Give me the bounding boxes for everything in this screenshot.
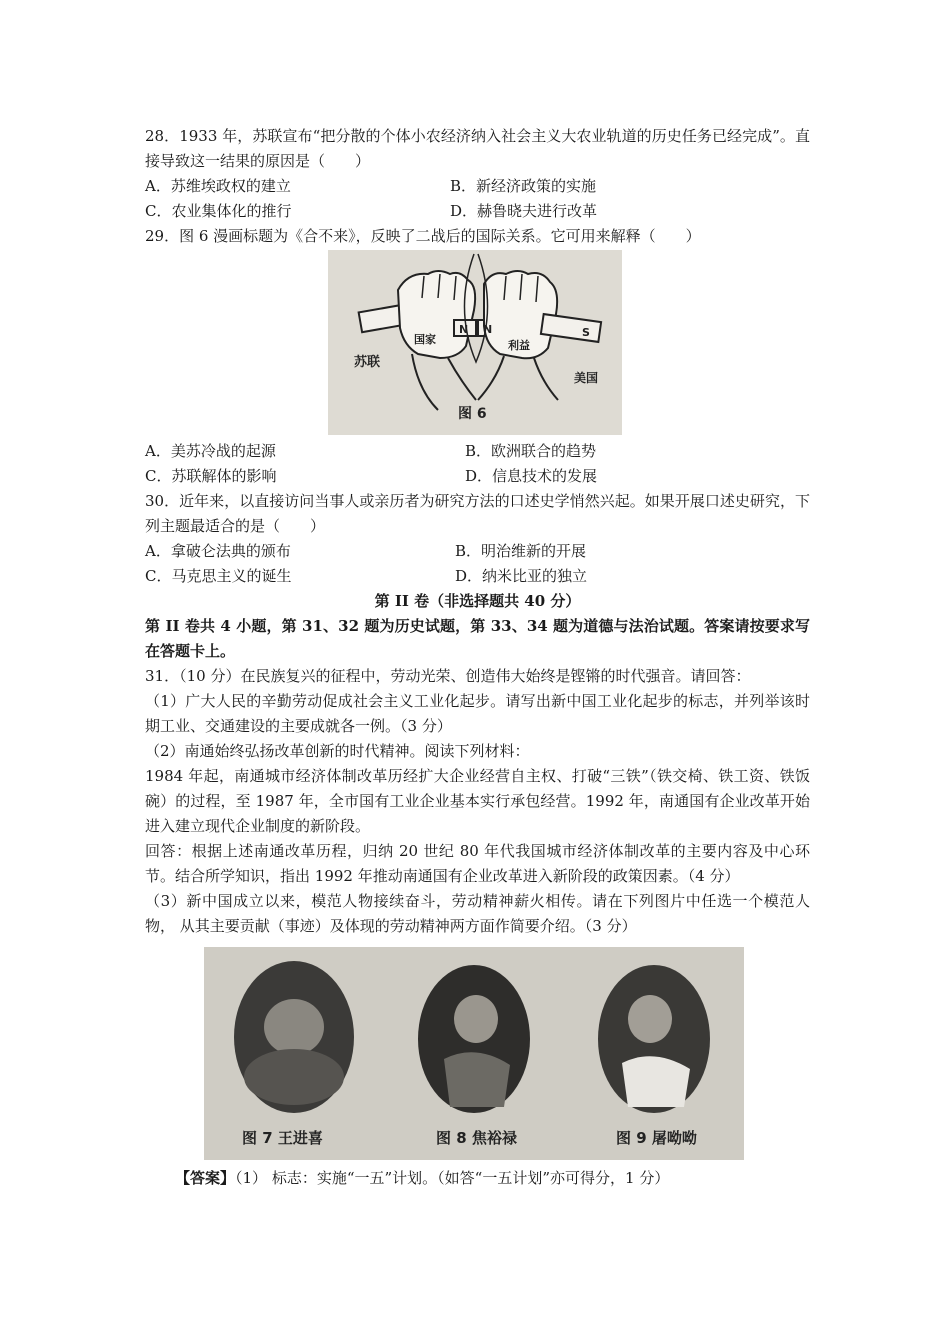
- q31-part1: （1）广大人民的辛勤劳动促成社会主义工业化起步。请写出新中国工业化起步的标志，并列举该时期工业、交通建设的主要成就各一例。（3 分）: [145, 692, 810, 735]
- q29-option-b: B．欧洲联合的趋势: [465, 442, 597, 460]
- photo-7-caption: 图 7 王进喜: [242, 1129, 323, 1147]
- figure-6-caption: 图 6: [458, 406, 487, 422]
- q29-options-row-2: [145, 464, 810, 489]
- photo-8-caption: 图 8 焦裕禄: [436, 1129, 517, 1147]
- q28-stem: 28．1933 年，苏联宣布“把分散的个体小农经济纳入社会主义大农业轨道的历史任务已经完成”。直接导致这一结果的原因是（ ）: [145, 127, 810, 170]
- label-ussr: 苏联: [354, 355, 381, 370]
- photo-9-caption: 图 9 屠呦呦: [616, 1129, 697, 1147]
- q29-options-row-1: [145, 439, 810, 464]
- exam-page: [145, 124, 810, 1191]
- q31-part3: （3）新中国成立以来，模范人物接续奋斗，劳动精神薪火相传。请在下列图片中任选一个模范人物， 从其主要贡献（事迹）及体现的劳动精神两方面作简要介绍。（3 分）: [145, 892, 810, 935]
- label-nation: 国家: [414, 333, 436, 346]
- q31-material: 1984 年起，南通城市经济体制改革历经扩大企业经营自主权、打破“三铁”（铁交椅、铁工资、铁饭碗）的过程，至 1987 年，全市国有工业企业基本实行承包经营。1992 年，南通国有企业改革开始进入建立现代企业制度的新阶段。: [145, 767, 810, 835]
- label-usa: 美国: [574, 371, 599, 385]
- model-workers-photos: [204, 947, 744, 1160]
- q31-part2-intro: （2）南通始终弘扬改革创新的时代精神。阅读下列材料：: [145, 742, 530, 760]
- figure-6-cartoon: [328, 250, 622, 435]
- q28-options-row-2: [145, 199, 810, 224]
- q29-option-d: D．信息技术的发展: [465, 467, 598, 485]
- q28-option-c: C．农业集体化的推行: [145, 202, 292, 220]
- q31-stem: 31．（10 分）在民族复兴的征程中，劳动光荣、创造伟大始终是铿锵的时代强音。请回答：: [145, 667, 751, 685]
- answer-tag: 【答案】: [175, 1169, 236, 1187]
- q28-option-a: A．苏维埃政权的建立: [145, 177, 291, 195]
- label-interest: 利益: [508, 339, 530, 352]
- q30-option-d: D．纳米比亚的独立: [455, 567, 588, 585]
- q30-option-b: B．明治维新的开展: [455, 542, 587, 560]
- q28-option-b: B．新经济政策的实施: [450, 177, 597, 195]
- q30-option-a: A．拿破仑法典的颁布: [145, 542, 291, 560]
- q30-options-row-2: [145, 564, 810, 589]
- section-2-title: 第 II 卷（非选择题共 40 分）: [374, 592, 581, 610]
- answer-text: （1） 标志：实施“一五”计划。（如答“一五计划”亦可得分，1 分）: [235, 1169, 670, 1187]
- pole-s: S: [582, 326, 590, 339]
- cartoon-drawing: [328, 250, 622, 435]
- q30-options-row-1: [145, 539, 810, 564]
- answer-line: [175, 1166, 810, 1191]
- photos-drawing: [204, 947, 744, 1160]
- q30-stem: 30．近年来，以直接访问当事人或亲历者为研究方法的口述史学悄然兴起。如果开展口述史研究，下列主题最适合的是（ ）: [145, 492, 810, 535]
- q28-option-d: D．赫鲁晓夫进行改革: [450, 202, 598, 220]
- q31-part2-question: 回答：根据上述南通改革历程，归纳 20 世纪 80 年代我国城市经济体制改革的主要内容及中心环节。结合所学知识，指出 1992 年推动南通国有企业改革进入新阶段的政策因素。（4 分）: [145, 842, 810, 885]
- pole-n-right: N: [483, 323, 493, 336]
- q28-options-row-1: [145, 174, 810, 199]
- q29-option-a: A．美苏冷战的起源: [145, 442, 276, 460]
- q29-option-c: C．苏联解体的影响: [145, 467, 277, 485]
- q30-option-c: C．马克思主义的诞生: [145, 567, 292, 585]
- pole-n-left: N: [459, 323, 469, 336]
- q29-stem: 29．图 6 漫画标题为《合不来》，反映了二战后的国际关系。它可用来解释（ ）: [145, 227, 701, 245]
- section-2-intro: 第 II 卷共 4 小题，第 31、32 题为历史试题，第 33、34 题为道德与法治试题。答案请按要求写在答题卡上。: [145, 617, 810, 660]
